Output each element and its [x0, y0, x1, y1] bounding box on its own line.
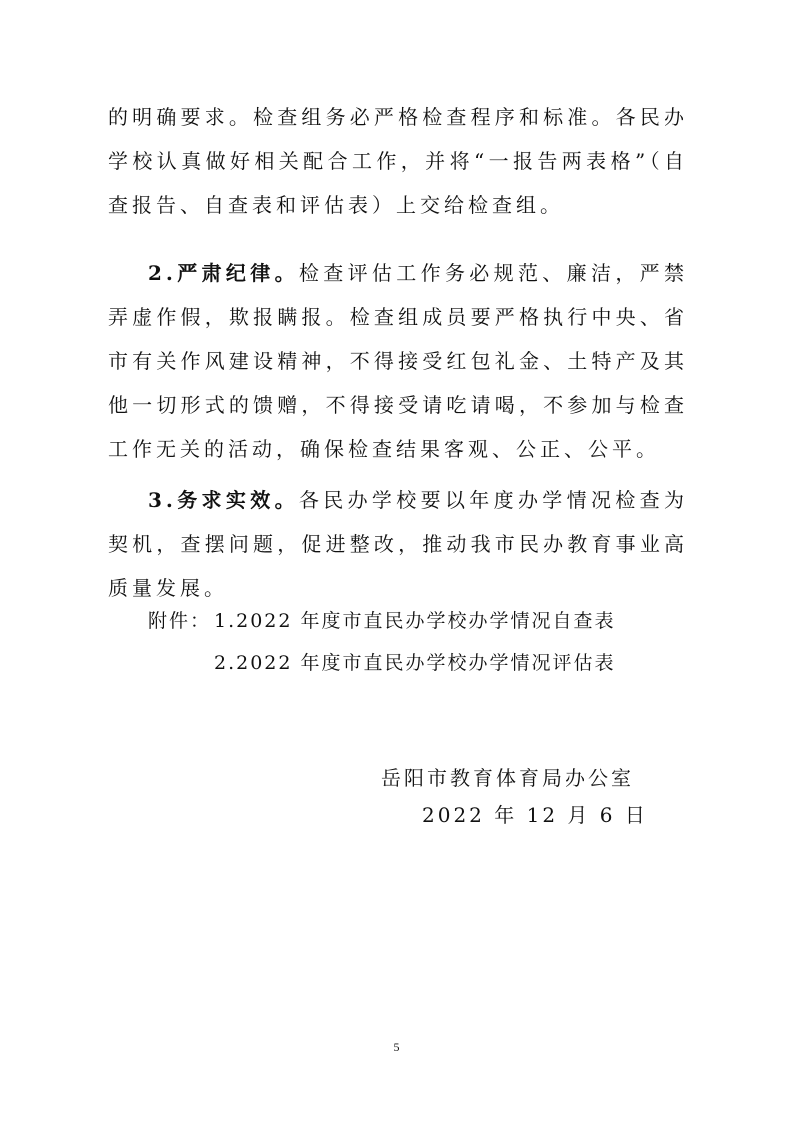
signature-date: 2022 年 12 月 6 日	[422, 803, 648, 827]
paragraph-discipline	[108, 251, 688, 471]
paragraph-requirements: 的明确要求。检查组务必严格检查程序和标准。各民办学校认真做好相关配合工作，并将“一报告两表格”（自查报告、自查表和评估表）上交给检查组。	[108, 105, 688, 217]
attachments-label: 附件：	[148, 610, 212, 632]
attachment-item-1: 1.2022 年度市直民办学校办学情况自查表	[214, 610, 616, 632]
attachment-item-2: 2.2022 年度市直民办学校办学情况评估表	[214, 652, 616, 674]
paragraph-effectiveness	[108, 478, 688, 610]
effectiveness-body: 各民办学校要以年度办学情况检查为契机，查摆问题，促进整改，推动我市民办教育事业高质量发展。	[108, 488, 688, 600]
discipline-body: 检查评估工作务必规范、廉洁，严禁弄虚作假，欺报瞒报。检查组成员要严格执行中央、省市有关作风建设精神，不得接受红包礼金、土特产及其他一切形式的馈赠，不得接受请吃请喝，不参加与检查工作无关的活动，确保检查结果客观、公正、公平。	[108, 261, 688, 461]
discipline-heading: 2.严肃纪律。	[148, 261, 299, 285]
signature-org: 岳阳市教育体育局办公室	[381, 766, 634, 790]
page-number: 5	[393, 1040, 400, 1054]
effectiveness-heading: 3.务求实效。	[148, 488, 299, 512]
